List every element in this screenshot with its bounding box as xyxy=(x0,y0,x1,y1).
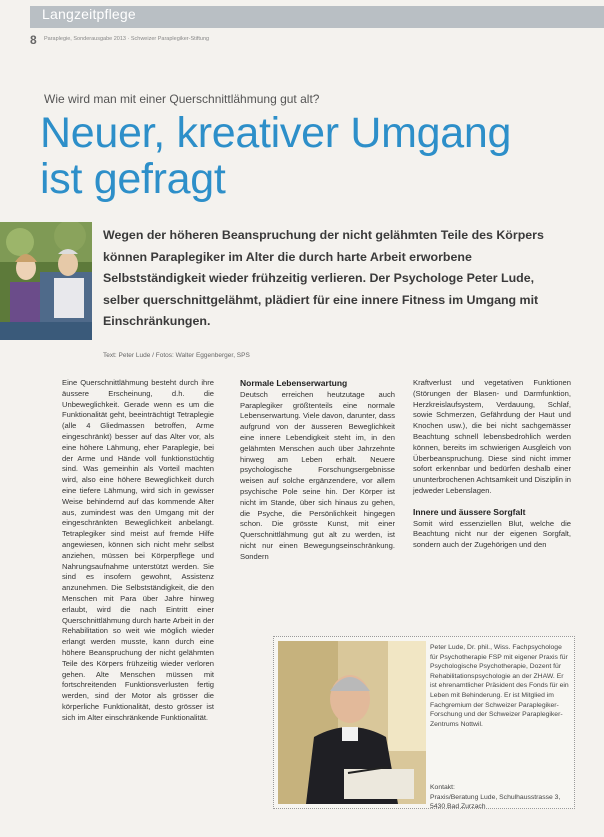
author-info-box xyxy=(273,636,575,809)
body-column-1 xyxy=(62,378,214,724)
section-label: Langzeitpflege xyxy=(42,6,136,22)
body-column-2 xyxy=(240,378,395,563)
author-contact xyxy=(430,783,570,812)
contact-address: Praxis/Beratung Lude, Schulhausstrasse 3, 5430 Bad Zurzach xyxy=(430,793,561,811)
article-title xyxy=(40,110,580,202)
publication-line: Paraplegie, Sonderausgabe 2013 · Schweizer Paraplegiker-Stiftung xyxy=(44,36,210,42)
article-lead: Wegen der höheren Beanspruchung der nicht gelähmten Teile des Körpers können Paraplegiker im Alter die durch harte Arbeit erworbene Selbstständigkeit wieder frühzeitig verlieren. Der Psychologe Peter Lude, selber querschnittgelähmt, plädiert für eine innere Fitness im Umgang mit Einschränkungen. xyxy=(103,228,544,328)
title-line-2: ist gefragt xyxy=(40,155,226,203)
column-2-heading: Normale Lebenserwartung xyxy=(240,378,348,388)
author-photo xyxy=(278,641,426,804)
page-number: 8 xyxy=(30,33,37,47)
author-caption: Peter Lude, Dr. phil., Wiss. Fachpsychologe für Psychotherapie FSP mit eigener Praxis für Psychologische Psychotherapie, Dozent für Rehabilitationspsychologie an der ZHAW. Er ist ehrenamtlicher Präsident des Fonds für ein Leben mit Behinderung. Er ist Mitglied im Fachgremium der Schweizer Paraplegiker-Forschung und der Schweizer Paraplegiker-Zentrums Nottwil. xyxy=(430,644,569,728)
column-3-heading: Innere und äussere Sorgfalt xyxy=(413,506,526,517)
elderly-couple-photo xyxy=(0,222,92,340)
article-kicker: Wie wird man mit einer Querschnittlähmung gut alt? xyxy=(44,92,320,106)
column-2-text: Deutsch erreichen heutzutage auch Paraplegiker größtenteils eine normale Lebenserwartung. Viele davon, darunter, dass aufgrund von der äusseren Beweglichkeit eine innere Lebendigkeit steht im, in den gelähmten Menschen auch über Jahrzehnte hinweg am Leben erhält. Neuere psychologische Forschungsergebnisse weisen auf solche ergänzendere, vor allem psychische Pole seine hin. Der Körper ist nicht im Stande, über sich hinaus zu gehen, die Psyche, die Persönlichkeit hingegen schon. Die grösste Kunst, mit einer Querschnittlähmung gut alt zu werden, ist nicht nur einen Bewegungseinschränkung. Sondern xyxy=(240,389,395,561)
contact-label: Kontakt: xyxy=(430,784,455,791)
column-1-text: Eine Querschnittlähmung besteht durch ihre äussere Erscheinung, d.h. die Unbeweglichkeit. Gerade wenn es um die Funktionalität geht, beeinträchtigt Tetraplegie (alle 4 Gliedmassen betroffen, Arme eingeschränkt) besser auf das Alter vor, als eine höhere Lähmung, eher Paraplegie, bei der Arme und Hände voll funktionstüchtig sind. Was gemeinhin als Vorteil machten wird, also eine höhere Beweglichkeit durch eine tiefere Lähmung, wird sich in gewisser Weise behindernd auf das kommende Alter aus, zumindest was den Umgang mit der eingeschränkten Beweglichkeit anbelangt. Tetraplegiker sind meist auf fremde Hilfe angewiesen, können sich nicht mehr selbst anziehen, müssen bei Körperpflege und Nahrungsaufnahme unterstützt werden. Sie sind es insofern gewohnt, Assistenz anzunehmen. Die Selbstständigkeit, die den Menschen mit Para über Jahre hinweg erlaubt, wird die nach Eintritt einer Querschnittlähmung durch harte Arbeit in der Rehabilitation so weit wie möglich wieder erlangt werden musste, kann durch eine höhere Beanspruchung der nicht gelähmten Teile des Körpers frühzeitig wieder verloren gehen. Alte Menschen müssen mit fortschreitenden Funktionsverlusten fertig werden, sind der Motor als grösser die körperliche Funktionalität, desto grösser ist sich im Alter einschränkende Funktionalität. xyxy=(62,378,214,722)
body-column-3 xyxy=(413,378,571,551)
title-line-1: Neuer, kreativer Umgang xyxy=(40,109,512,157)
article-credit: Text: Peter Lude / Fotos: Walter Eggenberger, SPS xyxy=(103,352,250,359)
column-3-text-b: Somit wird essenziellen Blut, welche die Beachtung nicht nur der eigenen Sorgfalt, sondern auch der Zugehörigen und den xyxy=(413,518,571,550)
column-3-text: Kraftverlust und vegetativen Funktionen (Störungen der Blasen- und Darmfunktion, Herzkreislaufsystem, Verdauung, Schlaf, sowie Schmerzen, Gefährdung der Haut und Knochen usw.), die bei nicht sachgemässer Beachtung schnell lebensbedrohlich werden können, bereits im schwierigen Ausgleich von Überbeanspruchung. Diese sind nicht immer sofort erkennbar und bedürfen deshalb einer ununterbrochenen Achtsamkeit und Disziplin in jedweder Lebenslagen. xyxy=(413,378,571,495)
